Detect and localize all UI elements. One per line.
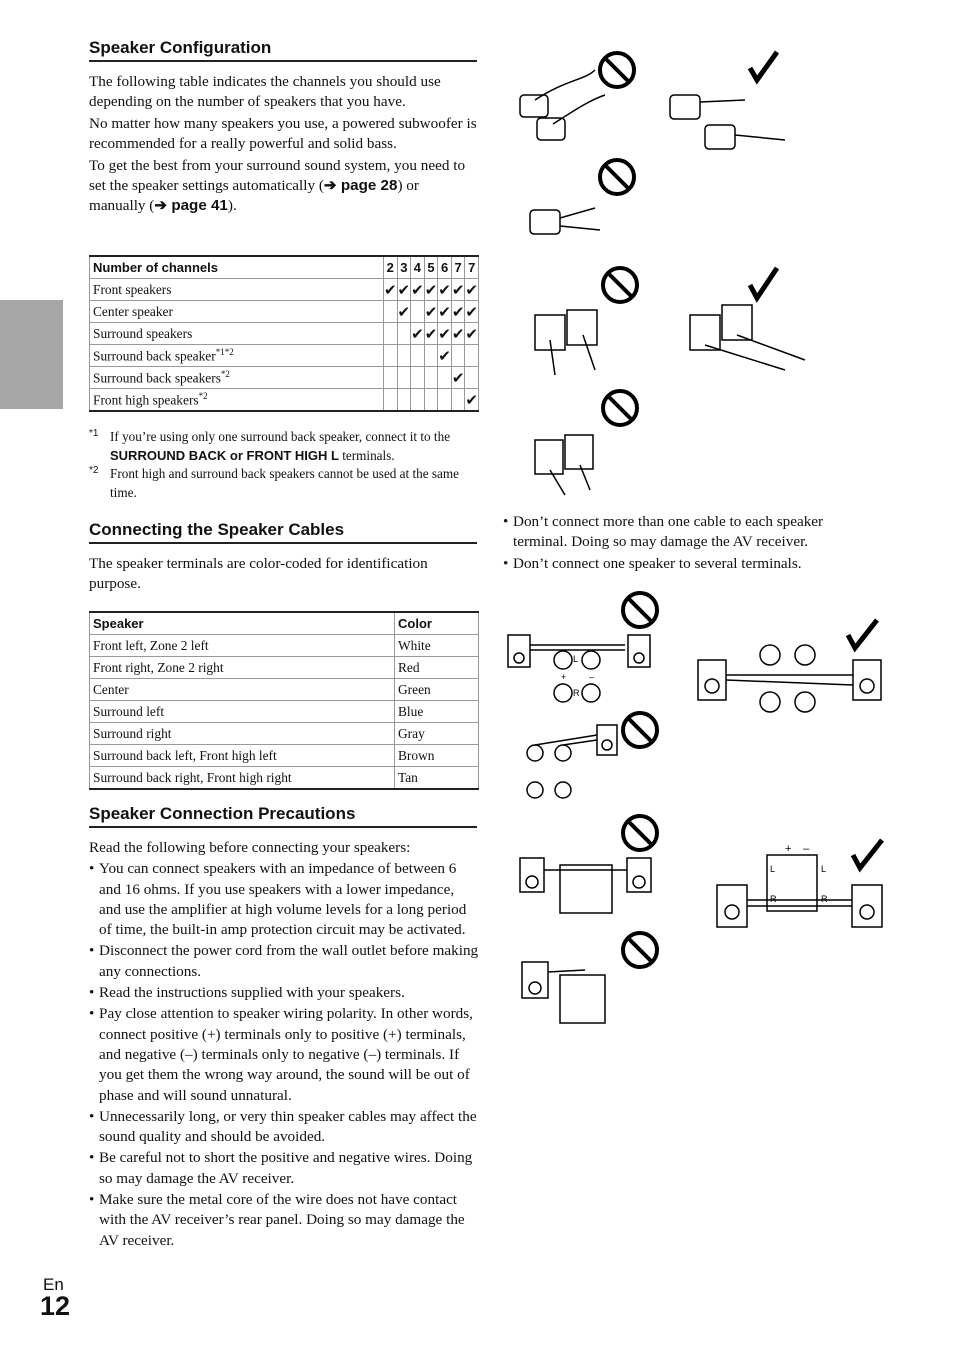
- channels-table: [89, 255, 479, 412]
- channels-table-row: [90, 389, 479, 412]
- channels-table-row: [90, 301, 479, 323]
- svg-text:+: +: [561, 672, 567, 682]
- prohibited-icon: [623, 713, 657, 747]
- speaker-wiring-illustrations: [505, 590, 895, 1030]
- channel-speaker-label: Surround back speakers$^{*2}$: [90, 367, 384, 389]
- svg-text:R: R: [573, 688, 580, 698]
- check-icon: ✔: [438, 280, 451, 299]
- check-icon: ✔: [451, 324, 465, 343]
- side-tab-marker: [0, 300, 63, 409]
- check-icon: ✔: [383, 280, 397, 299]
- empty-cell: [465, 345, 479, 367]
- color-table-row: [90, 701, 479, 723]
- check-icon: ✔: [451, 368, 465, 387]
- section-title-speaker-configuration: Speaker Configuration: [89, 38, 477, 62]
- prohibited-icon: [603, 268, 637, 302]
- empty-cell: [397, 367, 411, 389]
- footnote-1: *1 If you’re using only one surround back speaker, connect it to the SURROUND BACK or FRONT HIGH L terminals.: [89, 428, 451, 463]
- color-table-color-cell: Blue: [395, 701, 479, 723]
- terminal-warning-bullet: • Don’t connect one speaker to several terminals.: [503, 554, 873, 574]
- terminal-block-icon: [535, 310, 597, 375]
- precaution-bullet: • Read the instructions supplied with your speakers.: [89, 983, 479, 1003]
- channels-table-header-row: [90, 256, 479, 279]
- channel-speaker-label: Center speaker: [90, 301, 384, 323]
- channels-table-row: [90, 323, 479, 345]
- channel-speaker-label: Surround back speaker$^{*1*2}$: [90, 345, 384, 367]
- channel-count: 4: [411, 256, 425, 279]
- speaker-icon: [520, 858, 651, 913]
- color-table-color-cell: Green: [395, 679, 479, 701]
- prohibited-icon: [600, 53, 634, 87]
- precautions-text: [89, 838, 479, 1252]
- color-table-speaker-cell: Surround back left, Front high left: [90, 745, 395, 767]
- empty-cell: [411, 345, 425, 367]
- check-icon: ✔: [411, 280, 424, 299]
- prohibited-icon: [623, 816, 657, 850]
- terminal-warning-bullet: • Don’t connect more than one cable to each speaker terminal. Doing so may damage the AV receiver.: [503, 512, 873, 553]
- speaker-icon: [698, 645, 881, 712]
- precaution-bullet: • You can connect speakers with an impedance of between 6 and 16 ohms. If you use speakers with a lower impedance, and use the amplifier at high volume levels for a long period of time, the built-in amp protection circuit may be activated.: [89, 859, 479, 940]
- channels-table-row: [90, 345, 479, 367]
- config-text: [89, 72, 479, 218]
- config-paragraph-3: To get the best from your surround sound system, you need to set the speaker settings automatically (➔ page 28) or manually (➔ page 41).: [89, 156, 466, 215]
- svg-text:R: R: [770, 894, 777, 904]
- empty-cell: [451, 389, 465, 412]
- check-icon: ✔: [397, 280, 411, 299]
- terminal-block-icon: [535, 435, 593, 495]
- color-table-row: [90, 635, 479, 657]
- precaution-bullet: • Pay close attention to speaker wiring polarity. In other words, connect positive (+) terminals only to positive (+) terminals, and negative (–) terminals only to negative (–) terminals. If you get them the wrong way around, the sound will be out of phase and will sound unnatural.: [89, 1004, 479, 1105]
- empty-cell: [397, 345, 411, 367]
- precaution-bullet: • Make sure the metal core of the wire does not have contact with the AV receiver’s rear panel. Doing so may damage the AV receiver.: [89, 1190, 479, 1251]
- prohibited-icon: [623, 593, 657, 627]
- color-table-color-cell: Red: [395, 657, 479, 679]
- check-icon: ✔: [465, 389, 479, 412]
- svg-text:–: –: [803, 843, 810, 855]
- color-table-header-color: Color: [395, 612, 479, 635]
- check-icon: ✔: [465, 302, 478, 321]
- channel-speaker-label: Front speakers: [90, 279, 384, 301]
- color-table-row: [90, 745, 479, 767]
- terminal-wiring-illustrations: [495, 40, 815, 510]
- check-icon: ✔: [465, 280, 478, 299]
- binding-post-icon: [670, 95, 785, 149]
- section-title-connecting-cables: Connecting the Speaker Cables: [89, 520, 477, 544]
- page-number: 12: [40, 1291, 71, 1321]
- empty-cell: [383, 323, 397, 345]
- empty-cell: [383, 389, 397, 412]
- precautions-list: [89, 859, 479, 1251]
- cables-paragraph: The speaker terminals are color-coded for identification purpose.: [89, 555, 428, 593]
- empty-cell: [411, 301, 425, 323]
- empty-cell: [424, 389, 438, 412]
- empty-cell: [465, 367, 479, 389]
- check-icon: ✔: [438, 346, 451, 365]
- svg-text:L: L: [770, 864, 776, 874]
- prohibited-icon: [623, 933, 657, 967]
- svg-text:L: L: [821, 864, 827, 874]
- empty-cell: [451, 345, 465, 367]
- check-icon: ✔: [424, 280, 438, 299]
- precaution-bullet: • Disconnect the power cord from the wall outlet before making any connections.: [89, 941, 479, 982]
- page-41-link[interactable]: ➔ page 41: [154, 197, 228, 215]
- prohibited-icon: [600, 160, 634, 194]
- speaker-icon: [527, 725, 617, 798]
- color-table-row: [90, 679, 479, 701]
- color-table-speaker-cell: Front right, Zone 2 right: [90, 657, 395, 679]
- channel-count: 2: [383, 256, 397, 279]
- color-table-color-cell: Brown: [395, 745, 479, 767]
- color-table-color-cell: Tan: [395, 767, 479, 790]
- check-icon: [848, 620, 877, 648]
- channels-table-header: Number of channels: [90, 256, 384, 279]
- color-table-speaker-cell: Front left, Zone 2 left: [90, 635, 395, 657]
- prohibited-icon: [603, 391, 637, 425]
- section-title-precautions: Speaker Connection Precautions: [89, 804, 477, 828]
- empty-cell: [424, 367, 438, 389]
- color-table-color-cell: Gray: [395, 723, 479, 745]
- channel-count: 7: [451, 256, 465, 279]
- binding-post-icon: [520, 70, 605, 140]
- terminal-block-icon: [690, 305, 805, 370]
- check-icon: ✔: [451, 280, 465, 299]
- color-table: [89, 611, 479, 790]
- color-table-speaker-cell: Surround back right, Front high right: [90, 767, 395, 790]
- check-icon: ✔: [465, 324, 478, 343]
- check-icon: ✔: [424, 302, 438, 321]
- channel-count: 5: [424, 256, 438, 279]
- empty-cell: [411, 389, 425, 412]
- page-28-link[interactable]: ➔ page 28: [323, 177, 398, 195]
- footnotes: [89, 428, 479, 502]
- speaker-icon: [522, 962, 605, 1023]
- check-icon: ✔: [397, 302, 411, 321]
- color-table-speaker-cell: Center: [90, 679, 395, 701]
- color-table-header-row: [90, 612, 479, 635]
- channels-table-row: [90, 279, 479, 301]
- color-table-row: [90, 767, 479, 790]
- check-icon: ✔: [411, 324, 424, 343]
- check-icon: ✔: [451, 302, 465, 321]
- right-column-text: [503, 512, 873, 575]
- binding-post-icon: [530, 208, 600, 234]
- empty-cell: [383, 367, 397, 389]
- precaution-bullet: • Be careful not to short the positive and negative wires. Doing so may damage the AV receiver.: [89, 1148, 479, 1189]
- check-icon: ✔: [424, 324, 438, 343]
- channel-count: 6: [438, 256, 452, 279]
- empty-cell: [383, 301, 397, 323]
- channels-table-row: [90, 367, 479, 389]
- check-icon: ✔: [438, 302, 451, 321]
- svg-text:L: L: [573, 654, 579, 664]
- empty-cell: [397, 389, 411, 412]
- check-icon: [853, 840, 882, 868]
- channel-count: 3: [397, 256, 411, 279]
- precautions-intro: Read the following before connecting your speakers:: [89, 839, 411, 856]
- config-paragraph-2: No matter how many speakers you use, a powered subwoofer is recommended for a really powerful and solid bass.: [89, 114, 477, 153]
- check-icon: ✔: [438, 324, 451, 343]
- config-paragraph-1: The following table indicates the channels you should use depending on the number of speakers that you have.: [89, 73, 441, 111]
- color-table-header-speaker: Speaker: [90, 612, 395, 635]
- color-table-row: [90, 723, 479, 745]
- svg-text:R: R: [821, 894, 828, 904]
- channel-count: 7: [465, 256, 479, 279]
- color-table-speaker-cell: Surround left: [90, 701, 395, 723]
- color-table-row: [90, 657, 479, 679]
- check-icon: [750, 268, 777, 298]
- check-icon: [750, 52, 777, 80]
- channel-speaker-label: Surround speakers: [90, 323, 384, 345]
- svg-text:+: +: [785, 843, 792, 855]
- channel-speaker-label: Front high speakers$^{*2}$: [90, 389, 384, 412]
- empty-cell: [438, 367, 452, 389]
- precaution-bullet: • Unnecessarily long, or very thin speaker cables may affect the sound quality and should be avoided.: [89, 1107, 479, 1148]
- empty-cell: [411, 367, 425, 389]
- svg-text:–: –: [589, 672, 595, 682]
- empty-cell: [424, 345, 438, 367]
- empty-cell: [383, 345, 397, 367]
- page-language: En: [43, 1275, 64, 1294]
- footnote-2: *2 Front high and surround back speakers cannot be used at the same time.: [89, 465, 460, 500]
- empty-cell: [397, 323, 411, 345]
- empty-cell: [438, 389, 452, 412]
- color-table-color-cell: White: [395, 635, 479, 657]
- color-table-speaker-cell: Surround right: [90, 723, 395, 745]
- terminal-warnings-list: [503, 512, 873, 574]
